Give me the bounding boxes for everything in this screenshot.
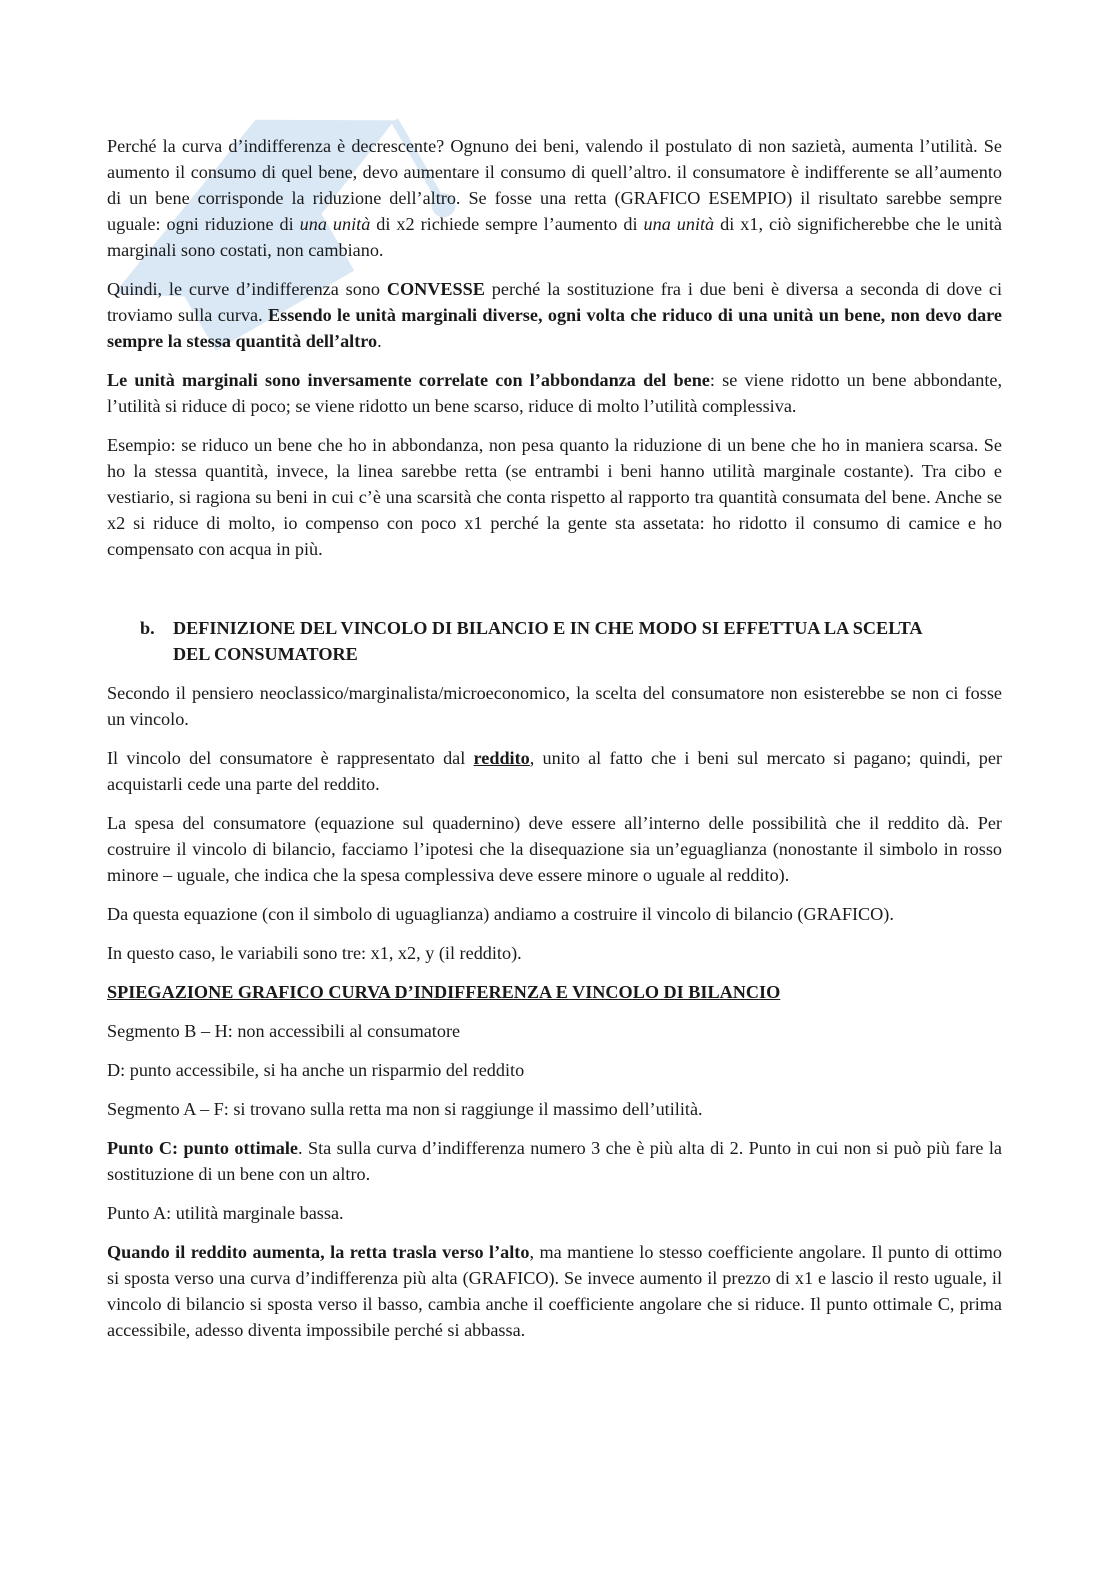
paragraph-3: Le unità marginali sono inversamente correlate con l’abbondanza del bene: se viene ridotto un bene abbondante, l’utilità si riduce di poco; se viene ridotto un bene scarso, riduce di molto l’utilità complessiva.	[107, 370, 1002, 416]
paragraph-4: Esempio: se riduco un bene che ho in abbondanza, non pesa quanto la riduzione di un bene che ho in maniera scarsa. Se ho la stessa quantità, invece, la linea sarebbe retta (se entrambi i beni hanno utilità marginale costante). Tra cibo e vestiario, si ragiona su beni in cui c’è una scarsità che conta rispetto al rapporto tra quantità consumata del bene. Anche se x2 si riduce di molto, io compenso con poco x1 perché la gente sta assetata: ho ridotto il consumo di camice e ho compensato con acqua in più.	[107, 435, 1002, 559]
section-letter: b.	[140, 618, 155, 638]
paragraph-9: In questo caso, le variabili sono tre: x1, x2, y (il reddito).	[107, 943, 522, 963]
paragraph-10: Segmento B – H: non accessibili al consumatore	[107, 1021, 461, 1041]
document-body	[107, 133, 1002, 1356]
section-spacer	[107, 575, 1002, 615]
paragraph-14: Punto A: utilità marginale bassa.	[107, 1203, 344, 1223]
paragraph-2: Quindi, le curve d’indifferenza sono CONVESSE perché la sostituzione fra i due beni è diversa a seconda di dove ci troviamo sulla curva. Essendo le unità marginali diverse, ogni volta che riduco di una unità un bene, non devo dare sempre la stessa quantità dell’altro.	[107, 279, 1002, 351]
paragraph-5: Secondo il pensiero neoclassico/marginalista/microeconomico, la scelta del consumatore non esisterebbe se non ci fosse un vincolo.	[107, 683, 1002, 729]
paragraph-11: D: punto accessibile, si ha anche un risparmio del reddito	[107, 1060, 525, 1080]
paragraph-8: Da questa equazione (con il simbolo di uguaglianza) andiamo a costruire il vincolo di bilancio (GRAFICO).	[107, 904, 894, 924]
section-title: DEFINIZIONE DEL VINCOLO DI BILANCIO E IN CHE MODO SI EFFETTUA LA SCELTA DEL CONSUMATORE	[173, 618, 922, 664]
paragraph-15: Quando il reddito aumenta, la retta trasla verso l’alto, ma mantiene lo stesso coefficiente angolare. Il punto di ottimo si sposta verso una curva d’indifferenza più alta (GRAFICO). Se invece aumento il prezzo di x1 e lascio il resto uguale, il vincolo di bilancio si sposta verso il basso, cambia anche il coefficiente angolare che si riduce. Il punto ottimale C, prima accessibile, adesso diventa impossibile perché si abbassa.	[107, 1242, 1002, 1340]
section-heading-b	[107, 615, 1002, 667]
paragraph-1: Perché la curva d’indifferenza è decrescente? Ognuno dei beni, valendo il postulato di non sazietà, aumenta l’utilità. Se aumento il consumo di quel bene, devo aumentare il consumo di quell’altro. il consumatore è indifferente se all’aumento di un bene corrisponde la riduzione dell’altro. Se fosse una retta (GRAFICO ESEMPIO) il risultato sarebbe sempre uguale: ogni riduzione di una unità di x2 richiede sempre l’aumento di una unità di x1, ciò significherebbe che le unità marginali sono costati, non cambiano.	[107, 136, 1002, 260]
paragraph-6: Il vincolo del consumatore è rappresentato dal reddito, unito al fatto che i beni sul mercato si pagano; quindi, per acquistarli cede una parte del reddito.	[107, 748, 1002, 794]
paragraph-12: Segmento A – F: si trovano sulla retta ma non si raggiunge il massimo dell’utilità.	[107, 1099, 703, 1119]
subheading: SPIEGAZIONE GRAFICO CURVA D’INDIFFERENZA E VINCOLO DI BILANCIO	[107, 982, 781, 1002]
paragraph-7: La spesa del consumatore (equazione sul quadernino) deve essere all’interno delle possibilità che il reddito dà. Per costruire il vincolo di bilancio, facciamo l’ipotesi che la disequazione sia un’eguaglianza (nonostante il simbolo in rosso minore – uguale, che indica che la spesa complessiva deve essere minore o uguale al reddito).	[107, 813, 1002, 885]
paragraph-13: Punto C: punto ottimale. Sta sulla curva d’indifferenza numero 3 che è più alta di 2. Punto in cui non si può più fare la sostituzione di un bene con un altro.	[107, 1138, 1002, 1184]
